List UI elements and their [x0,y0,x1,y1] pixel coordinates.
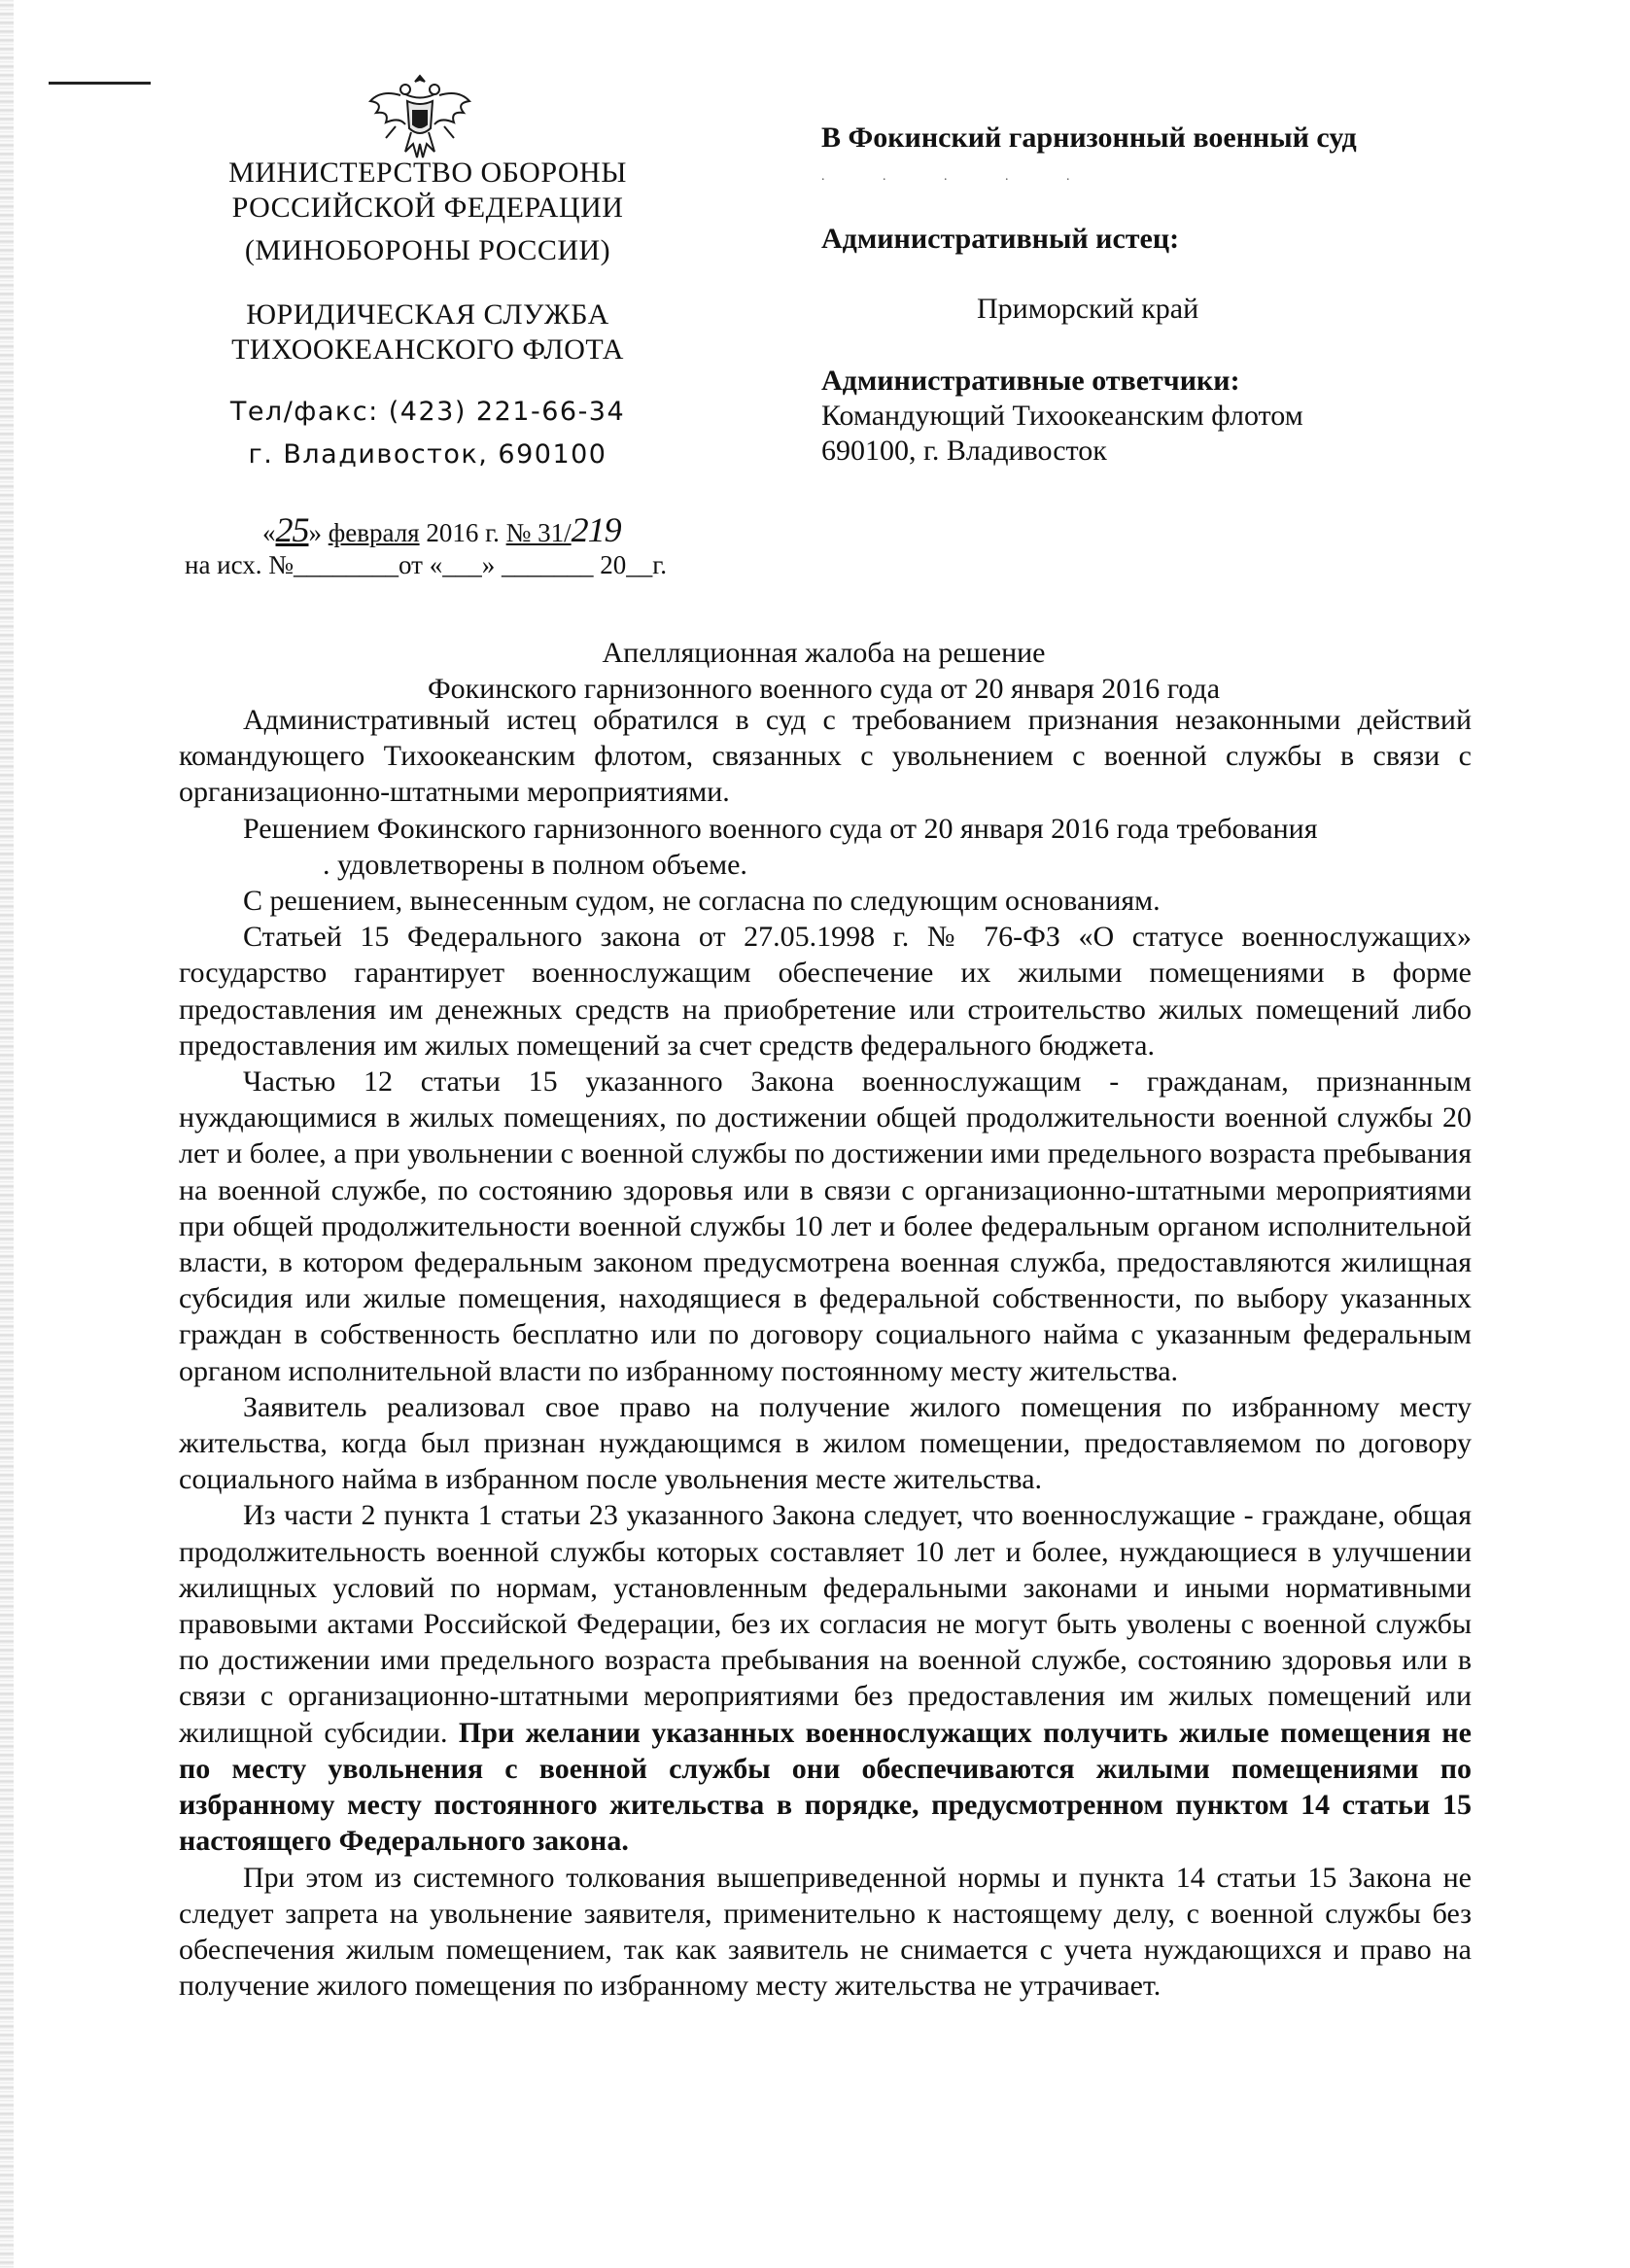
paragraph-2: Решением Фокинского гарнизонного военного суда от 20 января 2016 года требования [243,812,1318,845]
phone-fax: Тел/факс: (423) 221-66-34 [229,397,626,427]
document-body [179,702,1472,2004]
paragraph-6: Заявитель реализовал свое право на получение жилого помещения по избранному месту жительства, когда был признан нуждающимся в жилом помещении, предоставляемом по договору социального найма в избранном после увольнения месте жительства. [179,1390,1472,1496]
handwritten-doc-number: 219 [571,510,621,549]
plaintiff-region: Приморский край [977,293,1199,325]
date-month: февраля [328,518,420,547]
paragraph-7-bold: При желании указанных военнослужащих получить жилые помещения не по месту увольнения с военной службы они обеспечиваются жилыми помещениями по избранному месту постоянного жительства в порядке, предусмотренном пунктом 14 статьи 15 настоящего Федерального закона. [179,1716,1472,1858]
redacted-line: . . . . . [821,169,1097,184]
paragraph-8: При этом из системного толкования вышеприведенной нормы и пункта 14 статьи 15 Закона не следует запрета на увольнение заявителя, применительно к настоящему делу, с военной службы без обеспечения жилым помещением, так как заявитель не снимается с учета нуждающихся и право на получение жилого помещения по избранному месту жительства не утрачивает. [179,1861,1472,2003]
sender-block [194,156,661,476]
document-title: Апелляционная жалоба на решение Фокинского гарнизонного военного суда от 20 января 2016 года [427,637,1221,705]
court-name: В Фокинский гарнизонный военный суд [821,122,1357,154]
double-headed-eagle-emblem-icon [366,68,473,165]
outgoing-date-number: «25» февраля 2016 г. № 31/219 [262,510,621,549]
paragraph-2-continued: . удовлетворены в полном объеме. [323,848,747,881]
paragraph-1: Административный истец обратился в суд с требованием признания незаконными действий командующего Тихоокеанским флотом, связанных с увольнением с военной службы в связи с организационно-штатными мероприятиями. [179,704,1472,809]
recipient-block [821,121,1502,469]
paragraph-4: Статьей 15 Федерального закона от 27.05.1998 г. № 76-ФЗ «О статусе военнослужащих» государство гарантирует военнослужащим обеспечение их жилыми помещениями в форме предоставления им денежных средств на приобретение или строительство жилых помещений либо предоставления им жилых помещений за счет средств федерального бюджета. [179,921,1472,1062]
legal-service-name: ЮРИДИЧЕСКАЯ СЛУЖБА ТИХООКЕАНСКОГО ФЛОТА [231,298,624,366]
paragraph-3: С решением, вынесенным судом, не согласна по следующим основаниям. [243,885,1161,918]
plaintiff-label: Административный истец: [821,223,1180,255]
defendant-name: Командующий Тихоокеанским флотом [821,400,1303,432]
scan-mark-line [49,82,151,85]
contact-info [194,391,661,476]
scan-edge-artifact [0,0,14,2268]
doc-number-label: № 31/ [505,518,572,547]
defendant-address: 690100, г. Владивосток [821,435,1107,467]
ministry-name: МИНИСТЕРСТВО ОБОРОНЫ РОССИЙСКОЙ ФЕДЕРАЦИИ [228,157,627,224]
ministry-abbreviation: (МИНОБОРОНЫ РОССИИ) [244,234,611,266]
handwritten-day: 25 [275,510,309,549]
incoming-reference: на исх. №________от «___» _______ 20__г. [185,550,667,579]
paragraph-7: Из части 2 пункта 1 статьи 23 указанного Закона следует, что военнослужащие - граждане, общая продолжительность военной службы которых составляет 10 лет и более, нуждающиеся в улучшении жилищных условий по нормам, установленным федеральными законами и иными нормативными правовыми актами Российской Федерации, без их согласия не могут быть уволены с военной службы по достижении ими предельного возраста пребывания на военной службе, состоянию здоровья или в связи с организационно-штатными мероприятиями без предоставления им жилых помещений или жилищной субсидии. При желании указанных военнослужащих получить жилые помещения не по месту увольнения с военной службы они обеспечиваются жилыми помещениями по избранному месту постоянного жительства в порядке, предусмотренном пунктом 14 статьи 15 настоящего Федерального закона. [179,1499,1472,1858]
defendants-label: Административные ответчики: [821,365,1240,397]
paragraph-5: Частью 12 статьи 15 указанного Закона военнослужащим - гражданам, признанным нуждающимися в жилых помещениях, по достижении общей продолжительности военной службы 20 лет и более, а при увольнении с военной службы по достижении ими предельного возраста пребывания на военной службе, по состоянию здоровья или в связи с организационно-штатными мероприятиями при общей продолжительности военной службы 10 лет и более федеральным органом исполнительной власти, в котором федеральным законом предусмотрена военная служба, предоставляются жилищная субсидия или жилые помещения, находящиеся в федеральной собственности, по выбору указанных граждан в собственность бесплатно или по договору социального найма с указанным федеральным органом исполнительной власти по избранному постоянному месту жительства. [179,1065,1472,1387]
sender-address: г. Владивосток, 690100 [248,439,607,470]
